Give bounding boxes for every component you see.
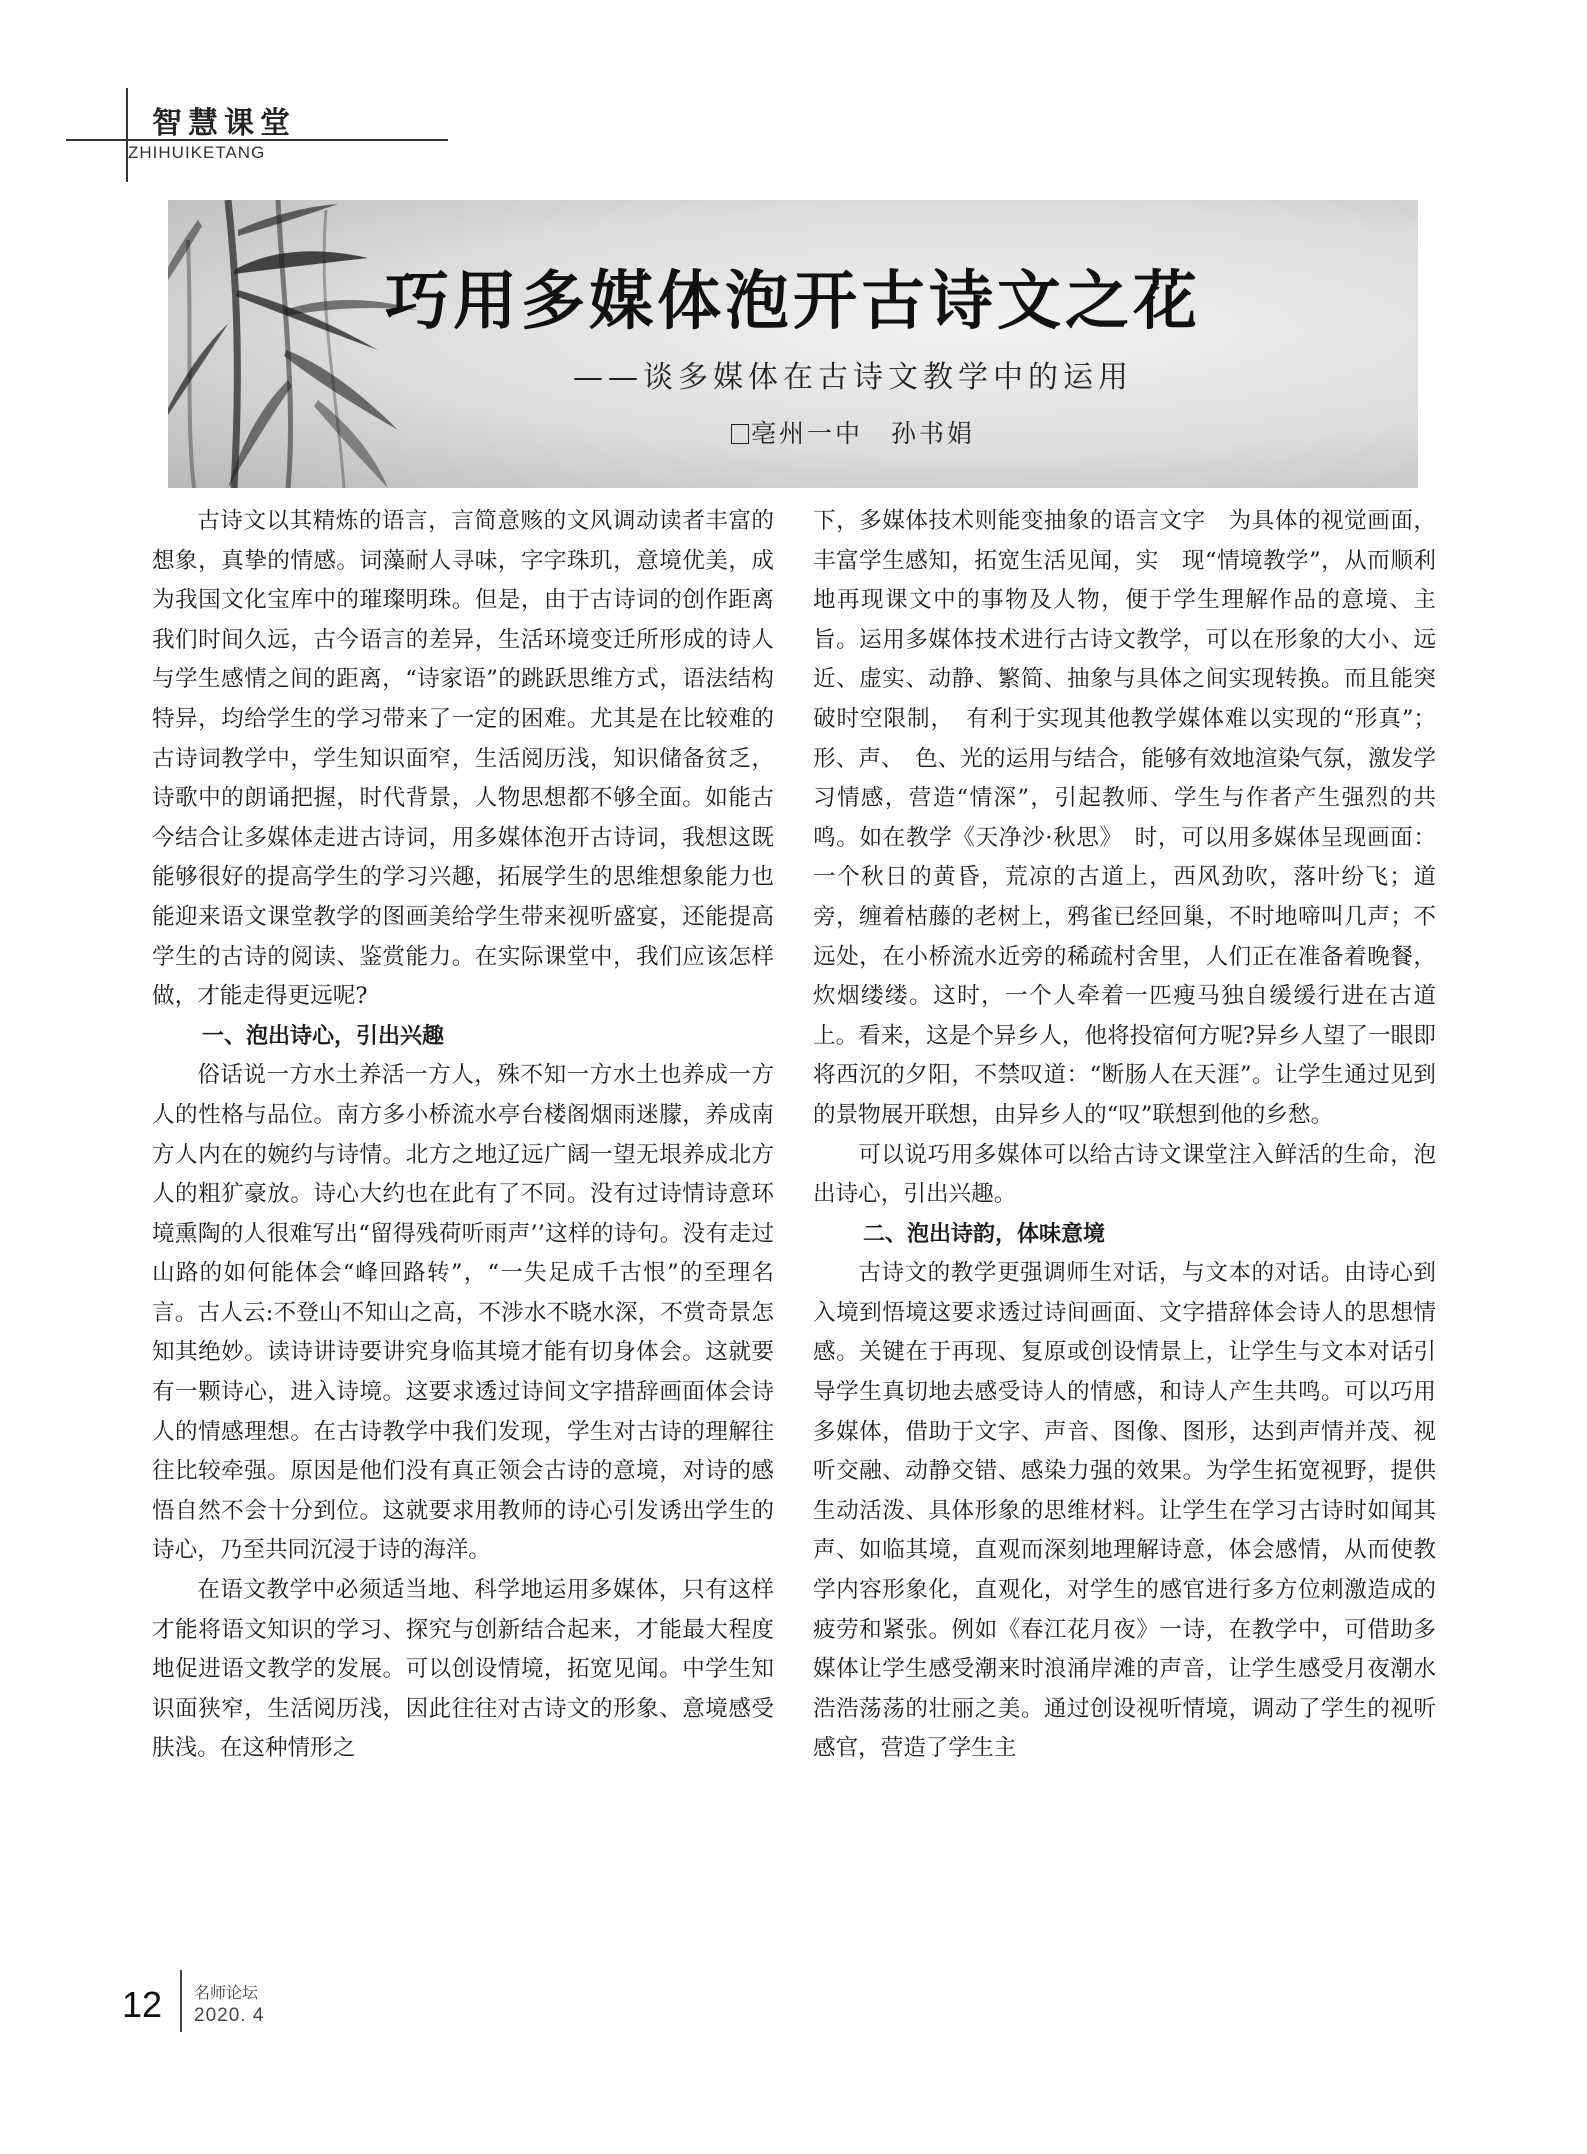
article-column-left	[152, 502, 774, 1769]
author-text: 亳州一中 孙书娟	[750, 419, 975, 448]
section-heading: 一、泡出诗心，引出兴趣	[202, 1023, 445, 1049]
column-subtitle: ZHIHUIKETANG	[128, 143, 266, 162]
body-paragraph: 可以说巧用多媒体可以给古诗文课堂注入鲜活的生命，泡出诗心，引出兴趣。	[813, 1141, 1436, 1208]
article-column-right	[813, 502, 1436, 1769]
body-paragraph: 下，多媒体技术则能变抽象的语言文字 为具体的视觉画面，丰富学生感知，拓宽生活见闻，实 现“情境教学”，从而顺利地再现课文中的事物及人物，便于学生理解作品的意境、主旨。运用多媒体技术进行古诗文教学，可以在形象的大小、远近、虚实、动静、繁简、抽象与具体之间实现转换。而且能突破时空限制， 有利于实现其他教学媒体难以实现的“形真”；形、声、 色、光的运用与结合，能够有效地渲染气氛，激发学习情感，营造“情深”，引起教师、学生与作者产生强烈的共鸣。如在教学《天净沙·秋思》 时，可以用多媒体呈现画面：一个秋日的黄昏，荒凉的古道上，西风劲吹，落叶纷飞；道旁，缠着枯藤的老树上，鸦雀已经回巢，不时地啼叫几声；不远处，在小桥流水近旁的稀疏村舍里，人们正在准备着晚餐，炊烟缕缕。这时，一个人牵着一匹瘦马独自缓缓行进在古道上。看来，这是个异乡人，他将投宿何方呢?异乡人望了一眼即将西沉的夕阳，不禁叹道：“断肠人在天涯”。让学生通过见到的景物展开联想，由异乡人的“叹”联想到他的乡愁。	[813, 508, 1436, 1128]
article-author	[288, 414, 1418, 450]
body-paragraph: 俗话说一方水土养活一方人，殊不知一方水土也养成一方人的性格与品位。南方多小桥流水亭台楼阁烟雨迷朦，养成南方人内在的婉约与诗情。北方之地辽远广阔一望无垠养成北方人的粗犷豪放。诗心大约也在此有了不同。没有过诗情诗意环境熏陶的人很难写出“留得残荷听雨声’’这样的诗句。没有走过山路的如何能体会“峰回路转”，“一失足成千古恨”的至理名言。古人云:不登山不知山之高，不涉水不晓水深，不赏奇景怎知其绝妙。读诗讲诗要讲究身临其境才能有切身体会。这就要有一颗诗心，进入诗境。这要求透过诗间文字措辞画面体会诗人的情感理想。在古诗教学中我们发现，学生对古诗的理解往往比较牵强。原因是他们没有真正领会古诗的意境，对诗的感悟自然不会十分到位。这就要求用教师的诗心引发诱出学生的诗心，乃至共同沉浸于诗的海洋。	[152, 1062, 774, 1564]
column-title: 智慧课堂	[152, 106, 296, 141]
article-subtitle: ——谈多媒体在古诗文教学中的运用	[573, 360, 1133, 395]
page-number: 12	[122, 1984, 163, 2025]
body-paragraph: 古诗文的教学更强调师生对话，与文本的对话。由诗心到入境到悟境这要求透过诗间画面、文字措辞体会诗人的思想情感。关键在于再现、复原或创设情景上，让学生与文本对话引导学生真切地去感受诗人的情感，和诗人产生共鸣。可以巧用多媒体，借助于文字、声音、图像、图形，达到声情并茂、视听交融、动静交错、感染力强的效果。为学生拓宽视野，提供生动活泼、具体形象的思维材料。让学生在学习古诗时如闻其声、如临其境，直观而深刻地理解诗意，体会感情，从而使教学内容形象化，直观化，对学生的感官进行多方位刺激造成的疲劳和紧张。例如《春江花月夜》一诗，在教学中，可借助多媒体让学生感受潮来时浪涌岸滩的声音，让学生感受月夜潮水浩浩荡荡的壮丽之美。通过创设视听情境，调动了学生的视听感官，营造了学生主	[813, 1260, 1436, 1762]
magazine-name: 名师论坛	[194, 1983, 259, 2002]
article-title: 巧用多媒体泡开古诗文之花	[385, 264, 1201, 339]
body-paragraph: 古诗文以其精炼的语言，言简意赅的文风调动读者丰富的想象，真挚的情感。词藻耐人寻味，字字珠玑，意境优美，成为我国文化宝库中的璀璨明珠。但是，由于古诗词的创作距离我们时间久远，古今语言的差异，生活环境变迁所形成的诗人与学生感情之间的距离，“诗家语”的跳跃思维方式，语法结构特异，均给学生的学习带来了一定的困难。尤其是在比较难的古诗词教学中，学生知识面窄，生活阅历浅，知识储备贫乏，诗歌中的朗诵把握，时代背景，人物思想都不够全面。如能古今结合让多媒体走进古诗词，用多媒体泡开古诗词，我想这既能够很好的提高学生的学习兴趣，拓展学生的思维想象能力也能迎来语文课堂教学的图画美给学生带来视听盛宴，还能提高学生的古诗的阅读、鉴赏能力。在实际课堂中，我们应该怎样做，才能走得更远呢?	[152, 508, 774, 1010]
header-vertical-rule	[126, 88, 128, 182]
issue-date: 2020. 4	[194, 2005, 265, 2026]
section-heading: 二、泡出诗韵，体味意境	[863, 1221, 1106, 1247]
body-paragraph: 在语文教学中必须适当地、科学地运用多媒体，只有这样才能将语文知识的学习、探究与创新结合起来，才能最大程度地促进语文教学的发展。可以创设情境，拓宽见闻。中学生知识面狭窄，生活阅历浅，因此往往对古诗文的形象、意境感受肤浅。在这种情形之	[152, 1577, 774, 1762]
article-banner	[168, 200, 1418, 488]
square-bullet-icon	[731, 424, 749, 444]
footer-rule	[180, 1970, 182, 2032]
